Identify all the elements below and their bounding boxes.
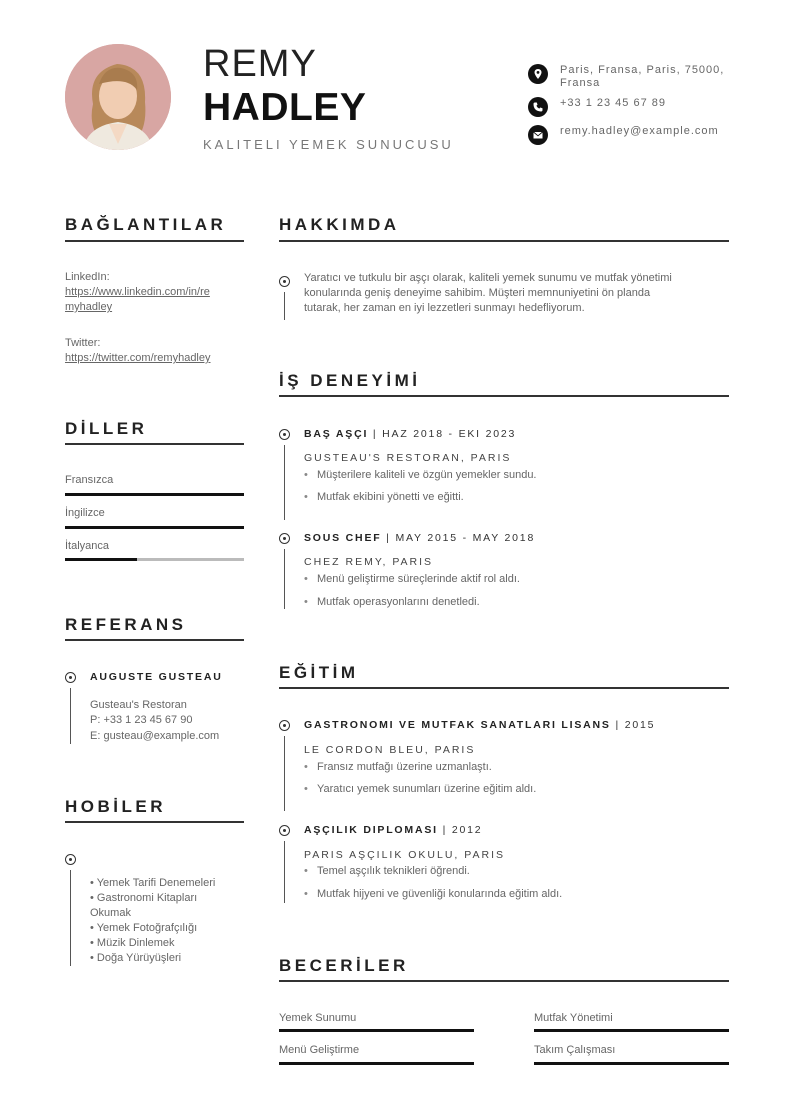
skill-bar (534, 1062, 729, 1065)
timeline-line (70, 870, 71, 966)
experience-bullet: • Müşterilere kaliteli ve özgün yemekler sundu. (317, 469, 537, 481)
timeline-line (284, 841, 285, 903)
about-text: Yaratıcı ve tutkulu bir aşçı olarak, kaliteli yemek sunumu ve mutfak yönetimi (304, 272, 672, 284)
skill-bar (534, 1029, 729, 1032)
language-bar (65, 526, 244, 529)
language-name: İtalyanca (65, 540, 110, 552)
reference-rule (65, 639, 244, 641)
degree-line: GASTRONOMI VE MUTFAK SANATLARI LISANS | 2015 (304, 719, 656, 731)
address-text: Paris, Fransa, Paris, 75000, Fransa (560, 64, 725, 89)
timeline-dot (279, 720, 290, 731)
experience-heading: İŞ DENEYİMİ (279, 371, 421, 390)
skill-bar-fill (534, 1062, 729, 1065)
hobbies-heading: HOBİLER (65, 797, 166, 816)
linkedin-label: LinkedIn: (65, 271, 110, 283)
contact-phone (528, 97, 730, 117)
location-pin-icon (528, 64, 548, 84)
first-name: REMY (203, 43, 317, 85)
skills-rule (279, 980, 729, 982)
timeline-line (284, 445, 285, 520)
language-bar (65, 558, 244, 561)
about-rule (279, 240, 729, 242)
school-name: LE CORDON BLEU, PARIS (304, 744, 476, 756)
skill-name: Takım Çalışması (534, 1044, 616, 1056)
company-name: CHEZ REMY, PARIS (304, 556, 434, 568)
skill-name: Yemek Sunumu (279, 1012, 357, 1024)
contact-address (528, 64, 730, 90)
profile-photo-image (65, 44, 171, 150)
about-text: konularında geniş deneyime sahibim. Müşteri memnuniyetini ön planda (304, 287, 651, 299)
email-text[interactable]: remy.hadley@example.com (560, 125, 719, 137)
hobby-item: • Doğa Yürüyüşleri (90, 952, 182, 964)
experience-bullet: • Mutfak operasyonlarını denetledi. (317, 596, 480, 608)
reference-company: Gusteau's Restoran (90, 699, 187, 711)
phone-text: +33 1 23 45 67 89 (560, 97, 666, 109)
language-bar-fill (65, 558, 137, 561)
skill-name: Mutfak Yönetimi (534, 1012, 613, 1024)
hobbies-rule (65, 821, 244, 823)
experience-bullet: • Mutfak ekibini yönetti ve eğitti. (317, 491, 464, 503)
job-title-line: BAŞ AŞÇI | HAZ 2018 - EKI 2023 (304, 428, 517, 440)
links-rule (65, 240, 244, 242)
twitter-label: Twitter: (65, 337, 101, 349)
skill-bar-fill (279, 1062, 474, 1065)
links-heading: BAĞLANTILAR (65, 215, 227, 234)
about-text: tutarak, her zaman en iyi lezzetleri sunmayı hedefliyorum. (304, 302, 585, 314)
linkedin-link[interactable]: https://www.linkedin.com/in/re (65, 286, 210, 298)
education-bullet: • Temel aşçılık teknikleri öğrendi. (317, 865, 470, 877)
reference-heading: REFERANS (65, 615, 187, 634)
reference-email[interactable]: E: gusteau@example.com (90, 730, 220, 742)
skill-bar (279, 1062, 474, 1065)
job-title: KALITELI YEMEK SUNUCUSU (203, 137, 454, 152)
language-name: Fransızca (65, 474, 114, 486)
degree-line: AŞÇILIK DIPLOMASI | 2012 (304, 824, 483, 836)
timeline-dot (65, 672, 76, 683)
timeline-line (284, 549, 285, 609)
skill-bar-fill (534, 1029, 729, 1032)
hobby-item: Okumak (90, 907, 131, 919)
company-name: GUSTEAU'S RESTORAN, PARIS (304, 452, 512, 464)
language-name: İngilizce (65, 507, 105, 519)
language-bar-fill (65, 526, 244, 529)
timeline-line (284, 292, 285, 320)
contact-email[interactable] (528, 125, 730, 145)
language-bar-fill (65, 493, 244, 496)
school-name: PARIS AŞÇILIK OKULU, PARIS (304, 849, 505, 861)
language-bar (65, 493, 244, 496)
experience-rule (279, 395, 729, 397)
profile-photo (65, 44, 171, 150)
hobby-item: • Yemek Tarifi Denemeleri (90, 877, 216, 889)
languages-rule (65, 443, 244, 445)
twitter-link[interactable]: https://twitter.com/remyhadley (65, 352, 211, 364)
skill-name: Menü Geliştirme (279, 1044, 360, 1056)
skill-bar (279, 1029, 474, 1032)
skills-heading: BECERİLER (279, 956, 409, 975)
education-bullet: • Fransız mutfağı üzerine uzmanlaştı. (317, 761, 492, 773)
timeline-dot (279, 533, 290, 544)
education-bullet: • Mutfak hijyeni ve güvenliği konularında eğitim aldı. (317, 888, 562, 900)
education-rule (279, 687, 729, 689)
linkedin-link-cont[interactable]: myhadley (65, 301, 113, 313)
reference-name: AUGUSTE GUSTEAU (90, 671, 223, 683)
hobby-item: • Yemek Fotoğrafçılığı (90, 922, 198, 934)
languages-heading: DİLLER (65, 419, 148, 438)
reference-phone: P: +33 1 23 45 67 90 (90, 714, 193, 726)
timeline-line (284, 736, 285, 811)
job-title-line: SOUS CHEF | MAY 2015 - MAY 2018 (304, 532, 536, 544)
about-heading: HAKKIMDA (279, 215, 400, 234)
timeline-dot (279, 825, 290, 836)
skill-bar-fill (279, 1029, 474, 1032)
envelope-icon (528, 125, 548, 145)
hobby-item: • Gastronomi Kitapları (90, 892, 198, 904)
timeline-line (70, 688, 71, 744)
timeline-dot (65, 854, 76, 865)
education-heading: EĞİTİM (279, 663, 359, 682)
timeline-dot (279, 276, 290, 287)
phone-icon (528, 97, 548, 117)
last-name: HADLEY (203, 86, 367, 129)
education-bullet: • Yaratıcı yemek sunumları üzerine eğitim aldı. (317, 783, 536, 795)
hobby-item: • Müzik Dinlemek (90, 937, 175, 949)
experience-bullet: • Menü geliştirme süreçlerinde aktif rol aldı. (317, 573, 520, 585)
timeline-dot (279, 429, 290, 440)
